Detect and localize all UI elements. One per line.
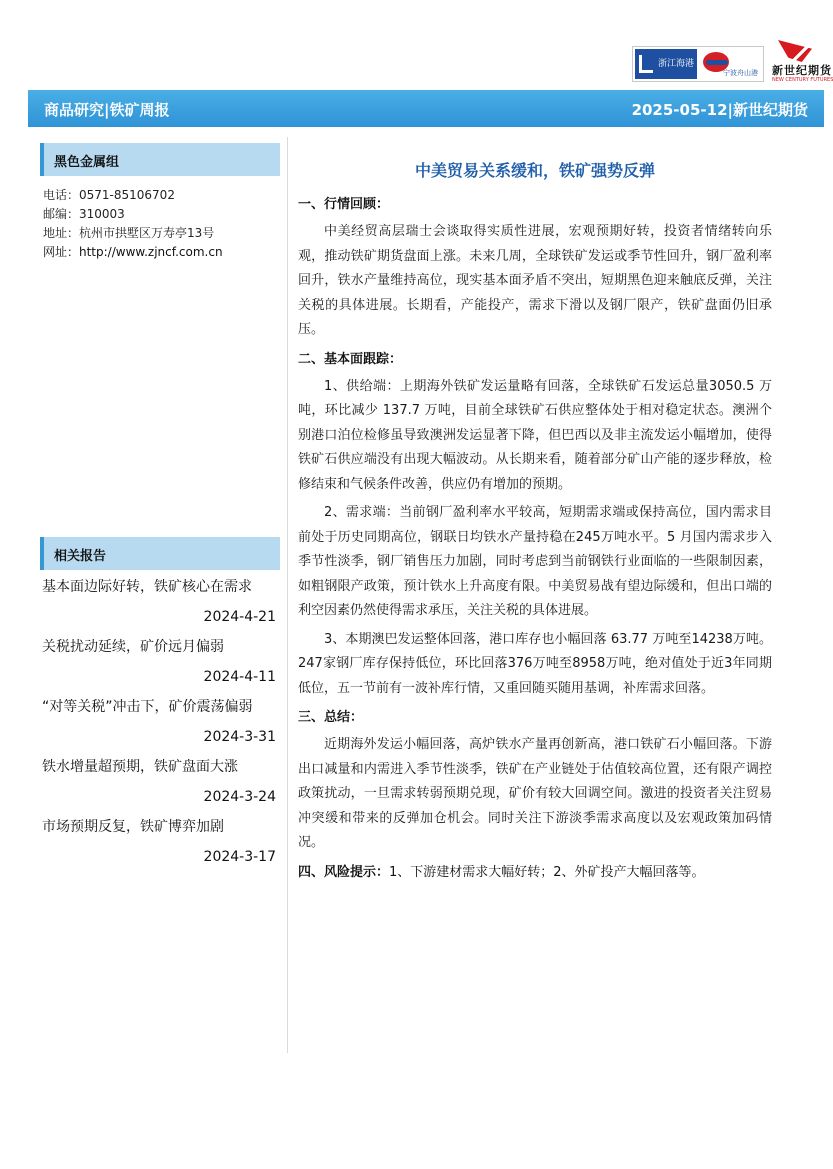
report-date: 2024-4-21 [203,609,276,625]
company-logo [772,40,833,84]
risk-text: 1、下游建材需求大幅好转；2、外矿投产大幅回落等。 [389,864,705,880]
section-heading: 三、总结： [298,710,364,725]
contact-postcode: 邮编：310003 [43,207,125,221]
report-date: 2024-3-24 [203,789,276,805]
column-divider [287,137,288,1053]
partner-logo [632,46,764,82]
contact-address: 地址：杭州市拱墅区万寿亭13号 [43,226,215,240]
section-heading: 一、行情回顾： [298,197,390,212]
section-paragraph: 中美经贸高层瑞士会谈取得实质性进展，宏观预期好转，投资者情绪转向乐观，推动铁矿期货盘面上涨。未来几周，全球铁矿发运或季节性回升，钢厂盈利率回升，铁水产量维持高位，现实基本面矛盾不突出，短期黑色迎来触底反弹，关注关税的具体进展。长期看，产能投产，需求下滑以及钢厂限产，铁矿盘面仍旧承压。 [298,224,772,337]
sidebar [40,143,280,865]
contact-info [40,176,280,262]
contact-phone: 电话：0571-85106702 [43,188,175,202]
report-body [298,140,772,884]
report-item[interactable] [40,692,280,752]
risk-warning [298,862,772,884]
report-date-company: 2025-05-12|新世纪期货 [631,101,808,119]
section-paragraph: 3、本期澳巴发运整体回落，港口库存也小幅回落 63.77 万吨至14238万吨。247家钢厂库存保持低位，环比回落376万吨至8958万吨，绝对值处于近3年同期低位，五一节前有一波补库行情，又重回随买随用基调，补库需求回落。 [298,631,772,696]
ningbo-port-logo [701,49,761,79]
report-item[interactable] [40,812,280,872]
ningbo-port-logo-text: 宁波舟山港 [723,69,758,77]
report-category: 商品研究|铁矿周报 [44,101,170,119]
report-date: 2024-3-31 [203,729,276,745]
group-title: 黑色金属组 [40,143,280,176]
report-title[interactable]: 铁水增量超预期，铁矿盘面大涨 [42,759,238,775]
report-item[interactable] [40,752,280,812]
section-paragraph: 2、需求端：当前钢厂盈利率水平较高，短期需求端或保持高位，国内需求目前处于历史同期高位，钢联日均铁水产量持稳在245万吨水平。5 月国内需求步入季节性淡季，钢厂销售压力加剧，同时考虑到当前钢铁行业面临的一些限制因素，如粗钢限产政策，预计铁水上升高度有限。中美贸易战有望边际缓和，但出口端的利空因素仍然使得需求承压，关注关税的具体进展。 [298,505,772,618]
report-item[interactable] [40,632,280,692]
report-title[interactable]: “对等关税”冲击下，矿价震荡偏弱 [42,699,253,715]
risk-heading: 四、风险提示： [298,864,390,880]
report-title[interactable]: 关税扰动延续，矿价远月偏弱 [42,639,224,655]
section-paragraph: 近期海外发运小幅回落，高炉铁水产量再创新高，港口铁矿石小幅回落。下游出口减量和内需进入季节性淡季，铁矿在产业链处于估值较高位置，还有限产调控政策扰动，一旦需求转弱预期兑现，矿价有较大回调空间。激进的投资者关注贸易冲突缓和带来的反弹加仓机会。同时关注下游淡季需求高度以及宏观政策加码情况。 [298,737,772,850]
zhejiang-port-logo [635,49,697,79]
zhejiang-port-logo-text: 浙江海港 [657,59,694,69]
report-title-main: 中美贸易关系缓和，铁矿强势反弹 [414,161,655,180]
port-mark-icon [639,55,653,73]
report-date: 2024-3-17 [203,849,276,865]
report-title[interactable]: 基本面边际好转，铁矿核心在需求 [42,579,252,595]
section-paragraph: 1、供给端：上期海外铁矿发运量略有回落，全球铁矿石发运总量3050.5 万吨，环比减少 137.7 万吨，目前全球铁矿石供应整体处于相对稳定状态。澳洲个别港口泊位检修虽导致澳洲发运显著下降，但巴西以及非主流发运小幅增加，使得铁矿石供应端没有出现大幅波动。从长期来看，随着部分矿山产能的逐步释放，检修结束和气候条件改善，供应仍有增加的预期。 [298,378,772,492]
report-header-bar [28,90,824,127]
related-reports-title: 相关报告 [40,537,280,570]
report-title[interactable]: 市场预期反复，铁矿博弈加剧 [42,819,224,835]
contact-website[interactable]: 网址：http://www.zjncf.com.cn [43,245,223,259]
related-reports [40,537,280,872]
brand-name-en: NEW CENTURY FUTURES [772,77,833,83]
report-item[interactable] [40,572,280,632]
section-heading: 二、基本面跟踪： [298,351,403,367]
brand-name-cn: 新世纪期货 [772,64,832,77]
report-date: 2024-4-11 [203,669,276,685]
brand-wing-icon [778,40,812,62]
